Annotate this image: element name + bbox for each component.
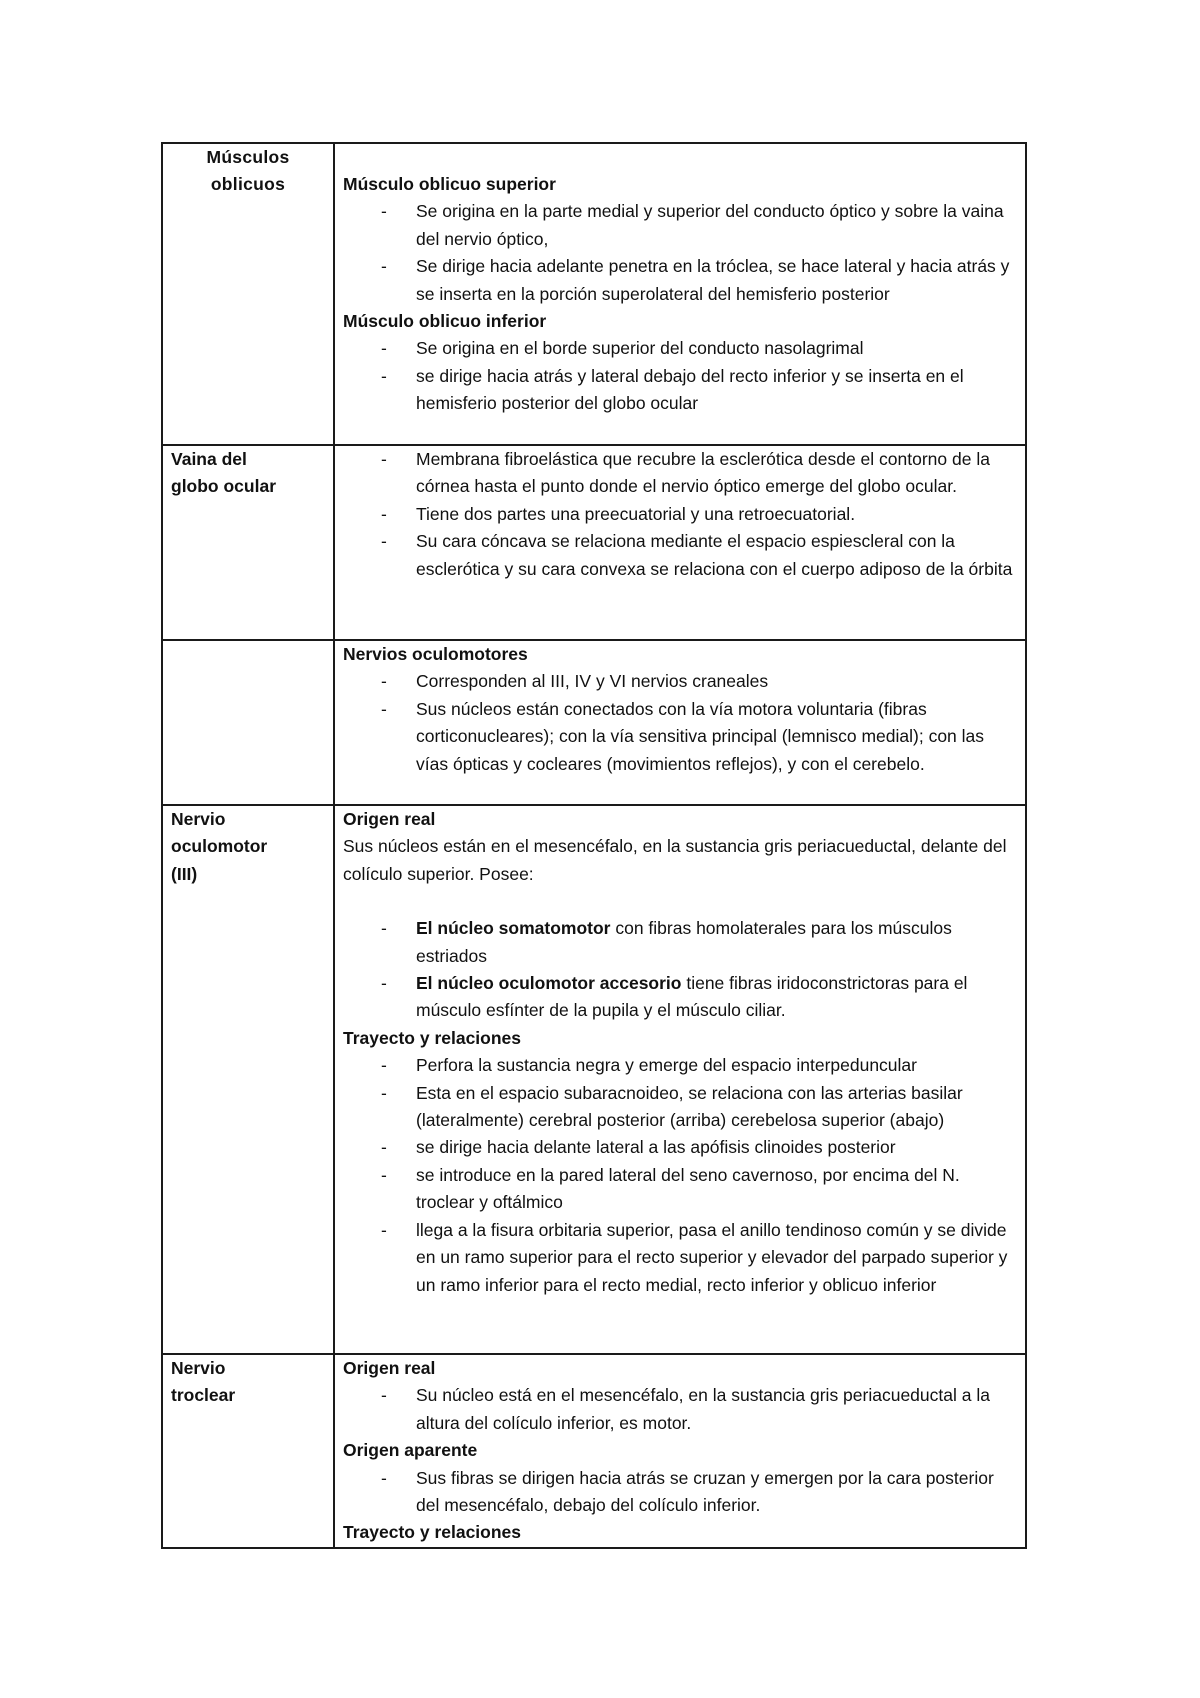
section-heading: Origen aparente (343, 1440, 478, 1461)
section-heading: Músculo oblicuo superior (343, 174, 556, 194)
dash-list (343, 1052, 1017, 1299)
list-item: - llega a la fisura orbitaria superior, pasa el anillo tendinoso común y se divide en un ramo superior para el recto superior y elevador del parpado superior y un ramo inferior para el recto medial, recto inferior y oblicuo inferior (343, 1217, 1017, 1299)
list-item (343, 915, 1017, 970)
row-content-cell (334, 1354, 1026, 1548)
row-label-cell (162, 445, 334, 640)
list-item: - Se origina en el borde superior del conducto nasolagrimal (343, 335, 1017, 362)
row-content-cell (334, 143, 1026, 445)
section-heading: Trayecto y relaciones (343, 1027, 522, 1048)
list-item: - Se dirige hacia adelante penetra en la tróclea, se hace lateral y hacia atrás y se inserta en la porción superolateral del hemisferio posterior (343, 253, 1017, 308)
dash-list (343, 198, 1017, 308)
row-label-cell (162, 143, 334, 445)
row-label: Nervio oculomotor (III) (171, 809, 268, 884)
bold-term: El núcleo somatomotor (416, 918, 611, 939)
dash-list (343, 668, 1017, 778)
row-label-cell (162, 805, 334, 1354)
item-text: con fibras homolaterales para los músculos estriados (416, 918, 952, 966)
list-item: - Se origina en la parte medial y superior del conducto óptico y sobre la vaina del nervio óptico, (343, 198, 1017, 253)
row-label-cell (162, 1354, 334, 1548)
paragraph: Sus núcleos están en el mesencéfalo, en la sustancia gris periacueductal, delante del colículo superior. Posee: (343, 836, 1007, 884)
list-item: - Membrana fibroelástica que recubre la esclerótica desde el contorno de la córnea hasta el punto donde el nervio óptico emerge del globo ocular. (343, 446, 1017, 501)
table-row (162, 1354, 1026, 1548)
dash-list (343, 1382, 1017, 1437)
row-label: Nervio troclear (171, 1358, 236, 1406)
spacer (343, 144, 1017, 171)
list-item: - Sus fibras se dirigen hacia atrás se cruzan y emergen por la cara posterior del mesencéfalo, debajo del colículo inferior. (343, 1465, 1017, 1520)
table-row (162, 445, 1026, 640)
list-item: - se dirige hacia delante lateral a las apófisis clinoides posterior (343, 1134, 1017, 1161)
list-item: - Sus núcleos están conectados con la vía motora voluntaria (fibras corticonucleares); con la vía sensitiva principal (lemnisco medial); con las vías ópticas y cocleares (movimientos reflejos), y con el cerebelo. (343, 696, 1017, 778)
row-label: Vaina del globo ocular (171, 449, 276, 497)
section-heading: Origen real (343, 809, 436, 829)
list-item: - se dirige hacia atrás y lateral debajo del recto inferior y se inserta en el hemisferio posterior del globo ocular (343, 363, 1017, 418)
list-item: - Tiene dos partes una preecuatorial y una retroecuatorial. (343, 501, 1017, 528)
list-item: - Su cara cóncava se relaciona mediante el espacio espiescleral con la esclerótica y su cara convexa se relaciona con el cuerpo adiposo de la órbita (343, 528, 1017, 583)
section-heading: Músculo oblicuo inferior (343, 311, 547, 332)
spacer (343, 888, 1017, 915)
section-heading: Nervios oculomotores (343, 644, 528, 664)
item-text: tiene fibras iridoconstrictoras para el músculo esfínter de la pupila y el músculo ciliar. (416, 973, 968, 1021)
list-item: - Su núcleo está en el mesencéfalo, en la sustancia gris periacueductal a la altura del colículo inferior, es motor. (343, 1382, 1017, 1437)
dash-list (343, 915, 1017, 1025)
list-item (343, 970, 1017, 1025)
table-row (162, 805, 1026, 1354)
list-item: - se introduce en la pared lateral del seno cavernoso, por encima del N. troclear y oftálmico (343, 1162, 1017, 1217)
content-table (161, 142, 1027, 1549)
bold-term: El núcleo oculomotor accesorio (416, 973, 682, 994)
row-content-cell (334, 805, 1026, 1354)
section-heading: Origen real (343, 1358, 436, 1378)
section-heading: Trayecto y relaciones (343, 1522, 522, 1543)
row-content-cell (334, 445, 1026, 640)
dash-list (343, 446, 1017, 583)
table-row (162, 143, 1026, 445)
dash-list (343, 1465, 1017, 1520)
list-item: - Corresponden al III, IV y VI nervios craneales (343, 668, 1017, 695)
row-label-cell (162, 640, 334, 805)
list-item: - Esta en el espacio subaracnoideo, se relaciona con las arterias basilar (lateralmente) cerebral posterior (arriba) cerebelosa superior (abajo) (343, 1080, 1017, 1135)
row-label: Músculos oblicuos (206, 147, 290, 195)
list-item: - Perfora la sustancia negra y emerge del espacio interpeduncular (343, 1052, 1017, 1079)
table-row (162, 640, 1026, 805)
row-content-cell (334, 640, 1026, 805)
dash-list (343, 335, 1017, 417)
